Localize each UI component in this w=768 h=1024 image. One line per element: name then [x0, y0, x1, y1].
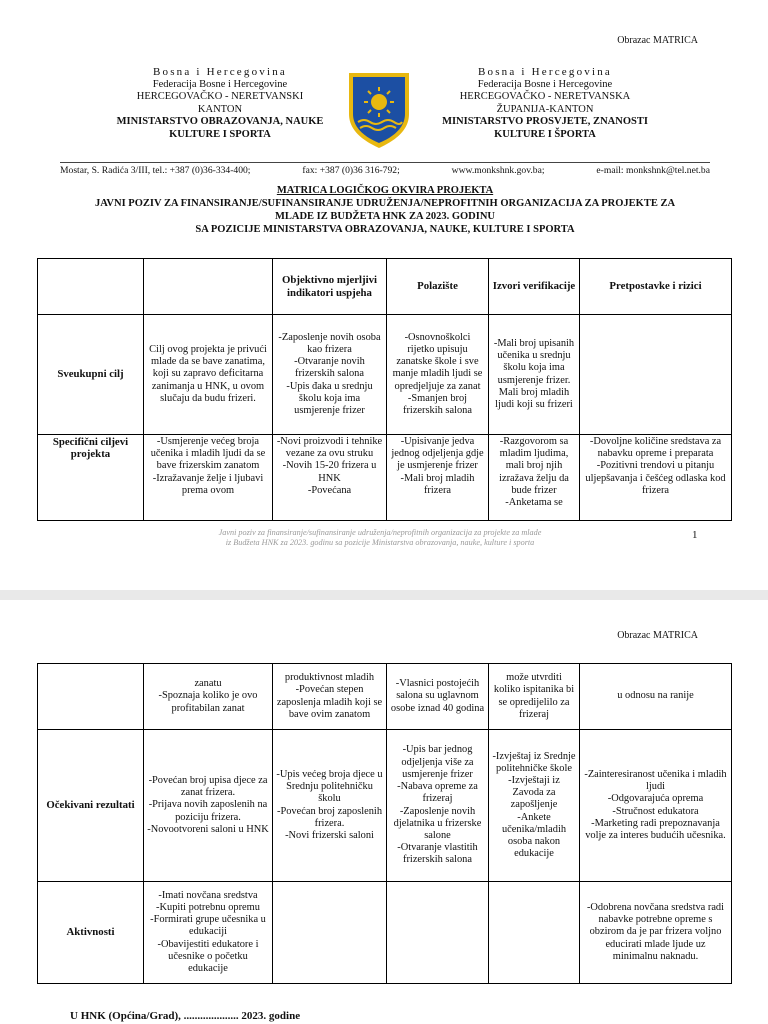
form-label-page-2: Obrazac MATRICA — [617, 630, 698, 641]
title-line-1: MATRICA LOGIČKOG OKVIRA PROJEKTA — [276, 185, 494, 196]
document-title — [60, 184, 710, 236]
page-2 — [0, 600, 768, 1024]
contact-email[interactable]: e-mail: monkshnk@tel.net.ba — [596, 165, 710, 176]
cell-overall-verification: -Mali broj upisanih učenika u srednju školu koja ima usmjerenje frizer. Mali broj mladih ljudi koji su frizeri — [489, 315, 580, 435]
header-right-ministry-2: KULTURE I ŠPORTA — [494, 128, 596, 140]
cell-overall-assumptions — [580, 315, 732, 435]
cell-activities-indicators — [273, 882, 387, 984]
footer-note-line-1: Javni poziv za finansiranje/sufinansiranje udruženja/neprofitnih organizacija za projekte za mlade — [218, 528, 542, 537]
header-right — [425, 66, 665, 142]
page-footer-note — [130, 528, 630, 548]
place-date-line: U HNK (Općina/Grad), .................... 2023. godine — [70, 1010, 301, 1022]
cell-specific-description: -Usmjerenje većeg broja učenika i mladih ljudi da se bave frizerskim zanatom -Izražavanje želje i ljubavi prema ovom — [144, 435, 273, 521]
table-row-overall-goal — [38, 315, 732, 435]
cell-specific-verification: -Razgovorom sa mladim ljudima, mali broj njih izražava želju da bude frizer -Anketama se — [489, 435, 580, 521]
cell-continued-indicators: produktivnost mladih -Povećan stepen zaposlenja mladih koji se bave ovim zanatom — [273, 664, 387, 730]
header-right-country: Bosna i Hercegovina — [477, 66, 613, 78]
cell-results-baseline: -Upis bar jednog odjeljenja više za usmjerenje frizer -Nabava opreme za frizeraj -Zaposlenje novih djelatnika u frizerske salone -Otvaranje vlastitih frizerskih salona — [387, 730, 489, 882]
logframe-table-page-2 — [37, 663, 732, 984]
table-row-specific-goals — [38, 435, 732, 521]
header-left-canton-1: HERCEGOVAČKO - NERETVANSKI — [136, 91, 304, 103]
contact-fax: fax: +387 (0)36 316-792; — [302, 165, 400, 176]
header-right-ministry-1: MINISTARSTVO PROSVJETE, ZNANOSTI — [442, 116, 648, 128]
row-label-expected-results: Očekivani rezultati — [38, 730, 144, 882]
canton-coat-of-arms — [346, 70, 412, 150]
page-number: 1 — [692, 529, 698, 541]
cell-activities-baseline — [387, 882, 489, 984]
cell-overall-indicators: -Zaposlenje novih osoba kao frizera -Otvaranje novih frizerskih salona -Upis đaka u srednju školu koja ima usmjerenje frizer — [273, 315, 387, 435]
table-row-activities — [38, 882, 732, 984]
header-left-ministry-1: MINISTARSTVO OBRAZOVANJA, NAUKE — [116, 116, 324, 128]
footer-note-line-2: iz Budžeta HNK za 2023. godinu sa pozicije Ministarstva obrazovanja, nauke, kulture i sporta — [225, 538, 535, 547]
cell-continued-baseline: -Vlasnici postojećih salona su uglavnom osobe iznad 40 godina — [387, 664, 489, 730]
header-left-country: Bosna i Hercegovina — [152, 66, 288, 78]
row-label-overall-goal: Sveukupni cilj — [38, 315, 144, 435]
logframe-table-page-1 — [37, 258, 732, 521]
header-right-canton-2: ŽUPANIJA-KANTON — [496, 103, 594, 115]
header-left-canton-2: KANTON — [197, 103, 243, 115]
table-row-continued — [38, 664, 732, 730]
contact-web[interactable]: www.monkshnk.gov.ba; — [451, 165, 545, 176]
table-row-expected-results — [38, 730, 732, 882]
cell-continued-description: zanatu -Spoznaja koliko je ovo profitabilan zanat — [144, 664, 273, 730]
cell-activities-assumptions: -Odobrena novčana sredstva radi nabavke potrebne opreme s obzirom da je par frizera voljno educirati mlade ljude uz minimalnu naknadu. — [580, 882, 732, 984]
title-line-2: JAVNI POZIV ZA FINANSIRANJE/SUFINANSIRANJE UDRUŽENJA/NEPROFITNIH ORGANIZACIJA ZA PROJEKTE ZA — [94, 198, 676, 209]
page-separator — [0, 590, 768, 600]
table-header-row — [38, 259, 732, 315]
header-left-federation: Federacija Bosne i Hercegovine — [152, 78, 288, 90]
cell-activities-verification — [489, 882, 580, 984]
title-line-3: MLADE IZ BUDŽETA HNK ZA 2023. GODINU — [274, 211, 496, 222]
header-cell-2 — [144, 259, 273, 315]
row-label-activities: Aktivnosti — [38, 882, 144, 984]
header-left — [100, 66, 340, 142]
cell-results-assumptions: -Zainteresiranost učenika i mladih ljudi -Odgovarajuća oprema -Stručnost edukatora -Marketing radi prepoznavanja volje za interes budućih učesnika. — [580, 730, 732, 882]
header-cell-assumptions: Pretpostavke i rizici — [580, 259, 732, 315]
cell-overall-description: Cilj ovog projekta je privući mlade da se bave zanatima, koji su zapravo deficitarna zanimanja u HNK, u ovom slučaju da budu frizeri. — [144, 315, 273, 435]
cell-continued-assumptions: u odnosu na ranije — [580, 664, 732, 730]
header-left-ministry-2: KULTURE I SPORTA — [169, 128, 271, 140]
cell-overall-baseline: -Osnovnoškolci rijetko upisuju zanatske škole i sve manje mladih ljudi se opredjeljuje za zanat -Smanjen broj frizerskih salona — [387, 315, 489, 435]
header-cell-baseline: Polazište — [387, 259, 489, 315]
row-label-specific-goals: Specifični ciljevi projekta — [38, 435, 144, 521]
header-right-canton-1: HERCEGOVAČKO - NERETVANSKA — [459, 91, 631, 103]
form-label: Obrazac MATRICA — [617, 35, 698, 46]
contact-address: Mostar, S. Radića 3/III, tel.: +387 (0)36-334-400; — [60, 165, 251, 176]
contact-line — [60, 162, 710, 176]
cell-activities-description: -Imati novčana sredstva -Kupiti potrebnu opremu -Formirati grupe učesnika u edukaciji -Obavijestiti edukatore i učesnike o početku edukacije — [144, 882, 273, 984]
cell-specific-indicators: -Novi proizvodi i tehnike vezane za ovu struku -Novih 15-20 frizera u HNK -Povećana — [273, 435, 387, 521]
cell-specific-assumptions: -Dovoljne količine sredstava za nabavku opreme i preparata -Pozitivni trendovi u pitanju uljepšavanja i češćeg odlaska kod frizera — [580, 435, 732, 521]
title-line-4: SA POZICIJE MINISTARSTVA OBRAZOVANJA, NAUKE, KULTURE I SPORTA — [195, 224, 575, 235]
cell-results-description: -Povećan broj upisa djece za zanat frizera. -Prijava novih zaposlenih na poziciju frizera. -Novootvoreni saloni u HNK — [144, 730, 273, 882]
header-right-federation: Federacija Bosne i Hercegovine — [477, 78, 613, 90]
cell-results-verification: -Izvještaj iz Srednje politehničke škole -Izvještaji iz Zavoda za zapošljenje -Ankete učenika/mladih osoba nakon edukacije — [489, 730, 580, 882]
header-cell-indicators: Objektivno mjerljivi indikatori uspjeha — [273, 259, 387, 315]
cell-specific-baseline: -Upisivanje jedva jednog odjeljenja gdje je usmjerenje frizer -Mali broj mladih frizera — [387, 435, 489, 521]
cell-continued-verification: može utvrditi koliko ispitanika bi se opredijelilo za frizeraj — [489, 664, 580, 730]
header-cell-verification: Izvori verifikacije — [489, 259, 580, 315]
row-label-continued — [38, 664, 144, 730]
header-cell-1 — [38, 259, 144, 315]
cell-results-indicators: -Upis većeg broja djece u Srednju politehničku školu -Povećan broj zaposlenih frizera. -Novi frizerski saloni — [273, 730, 387, 882]
